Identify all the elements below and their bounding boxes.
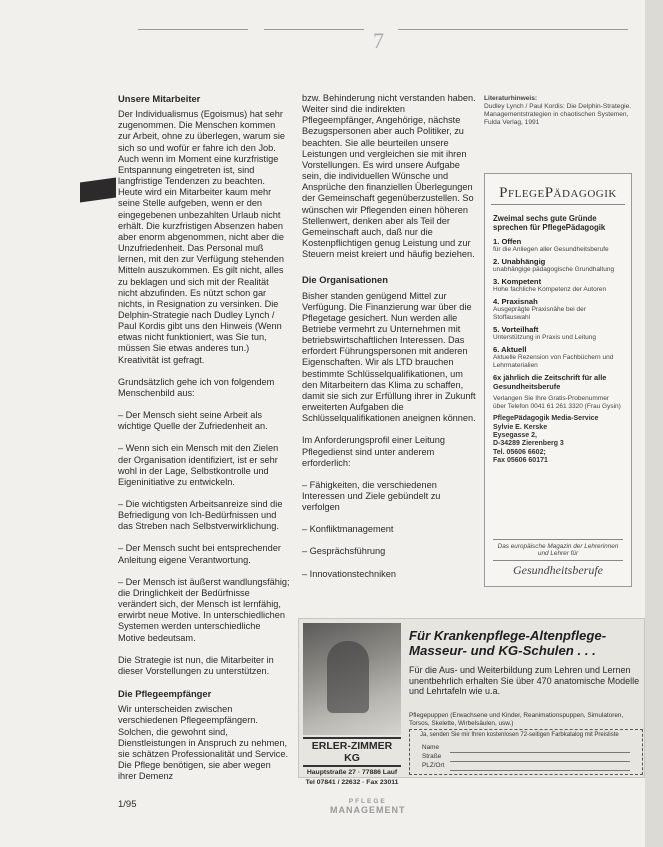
paragraph: Die Strategie ist nun, die Mitarbeiter in dieser Vorstellungen zu unterstützen. xyxy=(118,654,274,676)
ad-brand-phone: Tel 07841 / 22632 · Fax 23011 xyxy=(305,779,399,786)
pp-footer-small: Das europäische Magazin der Lehrerinnen und Lehrer für xyxy=(497,542,619,558)
pp-item xyxy=(493,238,623,254)
pp-item-desc: Unterstützung in Praxis und Leitung xyxy=(493,334,596,341)
page-edge xyxy=(645,0,663,847)
header-mark: 7 xyxy=(373,28,384,53)
erler-zimmer-ad xyxy=(298,618,645,786)
top-rule-left xyxy=(138,29,248,30)
pp-footer xyxy=(493,539,623,578)
side-tab xyxy=(80,177,116,202)
list-item: – Der Mensch sucht bei entsprechender Anleitung eigene Verantwortung. xyxy=(118,543,281,565)
pp-offer-note: Verlangen Sie Ihre Gratis-Probenummer über Telefon 0041 61 261 3320 (Frau Gysin) xyxy=(493,395,621,411)
paragraph: Im Anforderungsprofil einer Leitung Pflegedienst sind unter anderem erforderlich: xyxy=(302,435,446,468)
list-item: – Der Mensch sieht seine Arbeit als wichtige Quelle der Zufriedenheit an. xyxy=(118,410,268,432)
heading-pflegeempfaenger: Die Pflegeempfänger xyxy=(118,688,212,700)
coupon-line xyxy=(450,770,630,771)
pp-item xyxy=(493,326,623,342)
literature-text: Dudley Lynch / Paul Kordis: Die Delphin-Strategie. Managementstrategien in chaotischen Systemen, Fulda Verlag, 1991 xyxy=(484,103,632,126)
magazine-logo xyxy=(330,797,406,815)
paragraph: bzw. Behinderung nicht verstanden haben. Weiter sind die indirekten Pflegeempfänger, Angehörige, nächste Bezugspersonen aber auch Politiker, zu beachten. Sie alle beurteilen unsere Leistungen und vergleichen sie mit ihren Vorstellungen. Es wird unsere Aufgabe sein, die individuellen Wünsche und Ansprüche den finanziellen Überlegungen der Gemeinschaft gegenüberzustellen. So wünschen wir Pflegenden einen höheren Stellenwert, denken aber als Teil der Gemeinschaft auch, daß nur die Kostenpflichtigen genug Leistung und zur Steuern meist kreiert und häufig beziehen. xyxy=(302,93,476,260)
logo-top: PFLEGE xyxy=(348,798,387,805)
ad-brand-address: Hauptstraße 27 · 77886 Lauf xyxy=(306,769,398,776)
page-number: 1/95 xyxy=(118,799,137,810)
pp-item-desc: Aktuelle Rezension von Fachbüchern und Lehrmaterialien xyxy=(493,354,614,369)
list-item: – Der Mensch ist äußerst wandlungsfähig; die Dringlichkeit der Bedürfnisse verändert sich, der Mensch ist lernfähig, erwirbt neue Motive. In unterschiedlichen Systemen werden unterschiedliche Motive bedeutsam. xyxy=(118,576,290,643)
literature-note xyxy=(484,95,632,127)
pp-address xyxy=(493,415,623,465)
pp-address-line: Sylvie E. Kerske xyxy=(493,423,548,431)
ad-small-print: Pflegepuppen (Erwachsene und Kinder, Reanimationspuppen, Simulatoren, Torsos, Skelette, Wirbelsäulen, usw.) xyxy=(409,712,624,727)
ad-brand xyxy=(303,737,401,787)
pp-intro: Zweimal sechs gute Gründe sprechen für PflegePädagogik xyxy=(493,214,606,232)
heading-organisationen: Die Organisationen xyxy=(302,274,388,286)
pp-item xyxy=(493,298,623,322)
pp-title: PflegePädagogik xyxy=(491,174,625,205)
ad-headline: Für Krankenpflege-Altenpflege-Masseur- und KG-Schulen . . . xyxy=(409,628,607,658)
pp-address-line: PflegePädagogik Media-Service xyxy=(493,415,599,423)
pp-address-line: Tel. 05606 6602; xyxy=(493,448,546,456)
ad-brand-name: ERLER-ZIMMER KG xyxy=(303,737,401,767)
list-item: – Konfliktmanagement xyxy=(302,524,394,535)
pp-item-title: 3. Kompetent xyxy=(493,277,542,286)
pp-item-title: 6. Aktuell xyxy=(493,345,527,354)
coupon-heading: Ja, senden Sie mir Ihren kostenlosen 72-seitigen Farbkatalog mit Preisliste xyxy=(420,732,619,738)
paragraph: Bisher standen genügend Mittel zur Verfügung. Die Finanzierung war über die Pflegetage gesichert. Nun werden alle Betriebe vermehrt zu Unternehmen mit betriebswirtschaftlichen Interessen. Das erfordert Führungspersonen mit anderen Eigenschaften. Wir als LTD brauchen bestimmte Schlüsselqualifikationen, um den Mitarbeitern das Klima zu schaffen, damit sie sich zur Erfüllung ihrer in Zukunft erweiterten Aufgaben die Schlüsselqualifikationen aneignen können. xyxy=(302,290,476,424)
column-1 xyxy=(118,93,290,793)
list-item: – Die wichtigsten Arbeitsanreize sind die Befriedigung von Ich-Bedürfnissen und das Streben nach Selbstverwirklichung. xyxy=(118,499,283,532)
pp-item-desc: Hohe fachliche Kompetenz der Autoren xyxy=(493,286,607,293)
coupon-field-street: Straße xyxy=(422,753,442,760)
pp-item-desc: unabhängige pädagogische Grundhaltung xyxy=(493,266,615,273)
pflegepaedagogik-ad xyxy=(484,173,632,587)
pp-item xyxy=(493,278,623,294)
top-rule-mid xyxy=(264,29,364,30)
ad-coupon xyxy=(409,729,643,775)
column-2 xyxy=(302,93,477,591)
pp-item-title: 2. Unabhängig xyxy=(493,257,546,266)
pp-item xyxy=(493,258,623,274)
paragraph: Wir unterscheiden zwischen verschiedenen Pflegeempfängern. Solchen, die gewohnt sind, Dienstleistungen in Anspruch zu nehmen, sie schätzen Professionalität und Service. Die Pflege benötigen, sie aber wegen ihrer Demenz xyxy=(118,704,289,782)
coupon-field-name: Name xyxy=(422,744,440,751)
list-item: – Innovationstechniken xyxy=(302,568,396,579)
coupon-line xyxy=(450,752,630,753)
ad-photo xyxy=(303,623,401,735)
literature-heading: Literaturhinweis: xyxy=(484,95,538,102)
pp-item xyxy=(493,346,623,370)
pp-footer-big: Gesundheitsberufe xyxy=(493,560,623,578)
coupon-field-city: PLZ/Ort xyxy=(422,762,445,769)
pp-address-line: Fax 05606 60171 xyxy=(493,457,548,465)
pp-item-desc: für die Anliegen aller Gesundheitsberufe xyxy=(493,246,609,253)
paragraph: Der Individualismus (Egoismus) hat sehr zugenommen. Die Menschen kommen zur Arbeit, ohne zu überlegen, warum sie sich so und wofür er fahre ich den Job. Auch wenn im Moment eine kurzfristige Entspannung eingetreten ist, sind langfristige Tendenzen zu beachten. Heute wird ein Mitarbeiter kaum mehr seine Stelle aufgeben, wenn er den eingegebenen unbezahlten Urlaub nicht erhält. Die kurzfristigen Absenzen haben aber enorm abgenommen, nicht aber die Unzufriedenheit. Das Personal muß lernen, mit den zur Verfügung stehenden Mitteln auszukommen. Es gilt nicht, alles zu beklagen und sich mit der Realität nicht abzufinden. Es nützt schon gar nichts, in Resignation zu versinken. Die Delphin-Strategie nach Dudley Lynch / Paul Kordis gibt uns den Hinweis (Wenn etwas nicht funktioniert, was Sie tun, müssen Sie etwas anderes tun.) Kreativität ist gefragt. xyxy=(118,109,285,365)
list-item: – Fähigkeiten, die verschiedenen Interessen und Ziele gebündelt zu verfolgen xyxy=(302,479,441,513)
paragraph: Grundsätzlich gehe ich von folgendem Menschenbild aus: xyxy=(118,376,275,398)
ad-body: Für die Aus- und Weiterbildung zum Lehren und Lernen unentbehrlich erhalten Sie über 470 anatomische Modelle und Lehrtafeln wie u.a. xyxy=(409,665,640,697)
coupon-line xyxy=(450,761,630,762)
pp-address-line: Eysegasse 2, xyxy=(493,432,537,439)
top-rule-right xyxy=(398,29,628,30)
logo-bottom: MANAGEMENT xyxy=(330,805,406,815)
pp-item-title: 5. Vorteilhaft xyxy=(493,325,539,334)
pp-item-title: 1. Offen xyxy=(493,237,522,246)
list-item: – Gesprächsführung xyxy=(302,546,386,557)
pp-address-line: D-34289 Zierenberg 3 xyxy=(493,440,564,448)
pp-item-title: 4. Praxisnah xyxy=(493,297,538,306)
heading-mitarbeiter: Unsere Mitarbeiter xyxy=(118,93,201,104)
pp-offer: 6x jährlich die Zeitschrift für alle Gesundheitsberufe xyxy=(493,373,607,391)
list-item: – Wenn sich ein Mensch mit den Zielen der Organisation identifiziert, ist er sehr wohl in der Lage, Selbstkontrolle und Eigeninitiative zu entwickeln. xyxy=(118,443,279,487)
pp-item-desc: Ausgeprägte Praxisnähe bei der Stoffauswahl xyxy=(493,306,586,321)
ad-photo-figure xyxy=(327,641,369,713)
